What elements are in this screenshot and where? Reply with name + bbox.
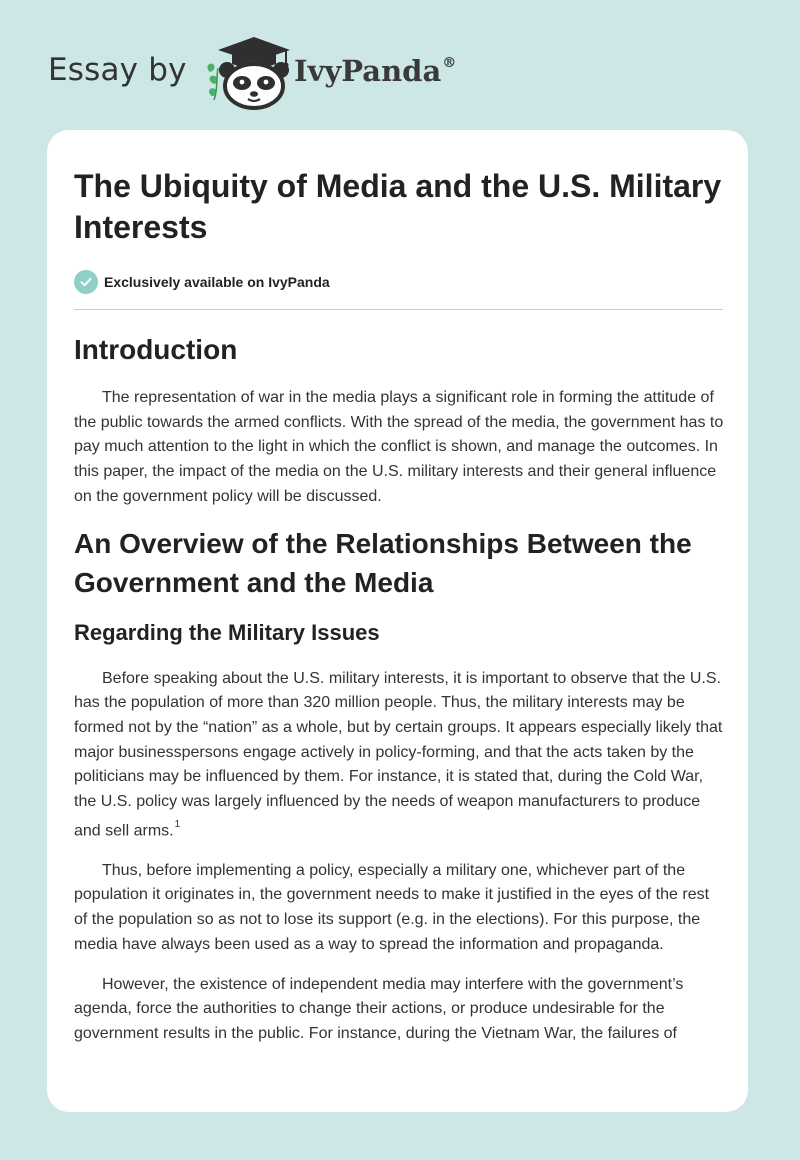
exclusive-badge [74, 269, 724, 295]
exclusive-label: Exclusively available on IvyPanda [104, 274, 330, 290]
essay-content [74, 166, 724, 1047]
paragraph-military-1-text: Before speaking about the U.S. military interests, it is important to observe that the U.S. has the population of more than 320 million people. Thus, the military interests may be formed not by the “nation” as a whole, but by certain groups. It appears especially likely that major businesspersons engage actively in policy-forming, and that the acts taken by the politicians may be influenced by them. For instance, it is stated that, during the Cold War, the U.S. policy was largely influenced by the needs of weapon manufacturers to produce and sell arms. [74, 669, 723, 840]
registered-mark: ® [442, 55, 457, 72]
essay-card [47, 130, 748, 1112]
essay-title: The Ubiquity of Media and the U.S. Military Interests [74, 168, 722, 245]
brand-header[interactable] [48, 34, 468, 114]
brand-prefix: Essay by [48, 52, 187, 88]
ivy-leaf-icon [207, 64, 218, 100]
footnote-link[interactable]: 1 [174, 818, 181, 830]
paragraph-military-1 [74, 667, 724, 844]
subsection-heading-military: Regarding the Military Issues [74, 619, 380, 645]
paragraph-military-3: However, the existence of independent media may interfere with the government’s agenda, force the authorities to change their actions, or produce undesirable for the government results in the public. For instance, during the Vietnam War, the failures of [74, 975, 684, 1042]
paragraph-introduction: The representation of war in the media plays a significant role in forming the attitude of the public towards the armed conflicts. With the spread of the media, the government has to pay much attention to the light in which the conflict is shown, and manage the outcomes. In this paper, the impact of the media on the U.S. military interests and their general influence on the government policy will be discussed. [74, 389, 724, 505]
check-icon [74, 270, 98, 294]
title-divider [74, 309, 723, 310]
section-heading-overview: An Overview of the Relationships Between the Government and the Media [74, 527, 692, 598]
panda-logo-icon [202, 34, 296, 110]
section-heading-introduction: Introduction [74, 334, 238, 365]
paragraph-military-2: Thus, before implementing a policy, especially a military one, whichever part of the population it originates in, the government needs to make it justified in the eyes of the rest of the population so as not to lose its support (e.g. in the elections). For this purpose, the media have always been used as a way to spread the information and propaganda. [74, 861, 710, 953]
brand-name: IvyPanda® [294, 54, 457, 88]
